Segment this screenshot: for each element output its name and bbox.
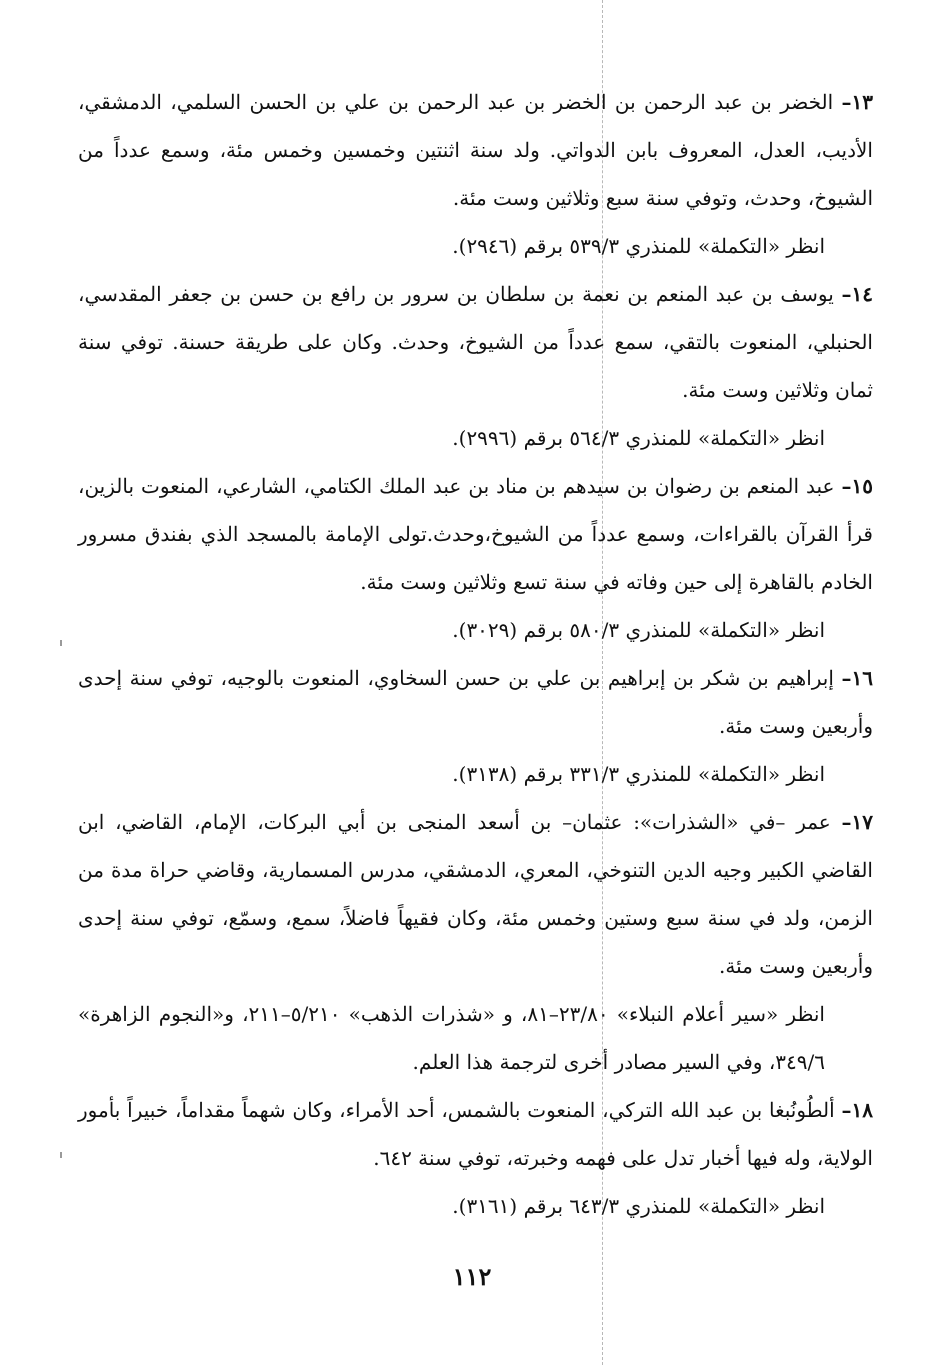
- entry-number: ١٧–: [841, 810, 873, 834]
- biography-list: [78, 78, 873, 1230]
- entry-17: [78, 798, 873, 1086]
- entry-reference: انظر «التكملة» للمنذري ٦٤٣/٣ برقم (٣١٦١).: [452, 1194, 825, 1218]
- entry-text: الخضر بن عبد الرحمن بن الخضر بن عبد الرحمن بن علي بن الحسن السلمي، الدمشقي، الأديب، العدل، المعروف بابن الدواتي. ولد سنة اثنتين وخمسين وخمس مئة، وسمع عدداً من الشيوخ، وحدث، وتوفي سنة سبع وثلاثين وست مئة.: [78, 90, 873, 210]
- entry-paragraph: [78, 78, 873, 222]
- margin-speck: [60, 1152, 62, 1158]
- entry-13: [78, 78, 873, 270]
- entry-text: ألطُونُبغا بن عبد الله التركي، المنعوت بالشمس، أحد الأمراء، وكان شهماً مقداماً، خبيراً بأمور الولاية، وله فيها أخبار تدل على فهمه وخبرته، توفي سنة ٦٤٢.: [78, 1098, 873, 1170]
- entry-number: ١٤–: [841, 282, 873, 306]
- entry-paragraph: [78, 270, 873, 414]
- margin-speck: [60, 640, 62, 646]
- entry-reference: انظر «التكملة» للمنذري ٥٦٤/٣ برقم (٢٩٩٦).: [452, 426, 825, 450]
- entry-number: ١٦–: [841, 666, 874, 690]
- entry-text: يوسف بن عبد المنعم بن نعمة بن سلطان بن سرور بن رافع بن حسن بن جعفر المقدسي، الحنبلي، المنعوت بالتقي، سمع عدداً من الشيوخ، وحدث. وكان على طريقة حسنة. توفي سنة ثمان وثلاثين وست مئة.: [78, 282, 873, 402]
- entry-reference: انظر «التكملة» للمنذري ٣٣١/٣ برقم (٣١٣٨).: [452, 762, 825, 786]
- entry-text: عمر –في «الشذرات»: عثمان– بن أسعد المنجى بن أبي البركات، الإمام، القاضي، ابن القاضي الكبير وجيه الدين التنوخي، المعري، الدمشقي، مدرس المسمارية، وقاضي حراة مدة من الزمن، ولد في سنة سبع وستين وخمس مئة، وكان فقيهاً فاضلاً، سمع، وسمّع، توفي سنة إحدى وأربعين وست مئة.: [78, 810, 873, 978]
- entry-number: ١٨–: [841, 1098, 873, 1122]
- entry-paragraph: [78, 1086, 873, 1182]
- entry-paragraph: [78, 462, 873, 606]
- entry-text: إبراهيم بن شكر بن إبراهيم بن علي بن حسن السخاوي، المنعوت بالوجيه، توفي سنة إحدى وأربعين وست مئة.: [78, 666, 873, 738]
- entry-number: ١٣–: [841, 90, 874, 114]
- page-number: ١١٢: [452, 1262, 492, 1291]
- entry-paragraph: [78, 654, 873, 750]
- entry-reference: انظر «سير أعلام النبلاء» ٢٣/٨٠–٨١، و «شذرات الذهب» ٥/٢١٠–٢١١، و«النجوم الزاهرة» ٣٤٩/٦، وفي السير مصادر أخرى لترجمة هذا العلم.: [78, 1002, 825, 1074]
- entry-14: [78, 270, 873, 462]
- entry-reference: انظر «التكملة» للمنذري ٥٣٩/٣ برقم (٢٩٤٦).: [452, 234, 825, 258]
- entry-number: ١٥–: [841, 474, 874, 498]
- entry-paragraph: [78, 798, 873, 990]
- entry-16: [78, 654, 873, 798]
- entry-18: [78, 1086, 873, 1230]
- entry-text: عبد المنعم بن رضوان بن سيدهم بن مناد بن عبد الملك الكتامي، الشارعي، المنعوت بالزين، قرأ القرآن بالقراءات، وسمع عدداً من الشيوخ،وحدث.تولى الإمامة بالمسجد الذي بفندق مسرور الخادم بالقاهرة إلى حين وفاته في سنة تسع وثلاثين وست مئة.: [78, 474, 873, 594]
- entry-reference: انظر «التكملة» للمنذري ٥٨٠/٣ برقم (٣٠٢٩).: [452, 618, 825, 642]
- entry-15: [78, 462, 873, 654]
